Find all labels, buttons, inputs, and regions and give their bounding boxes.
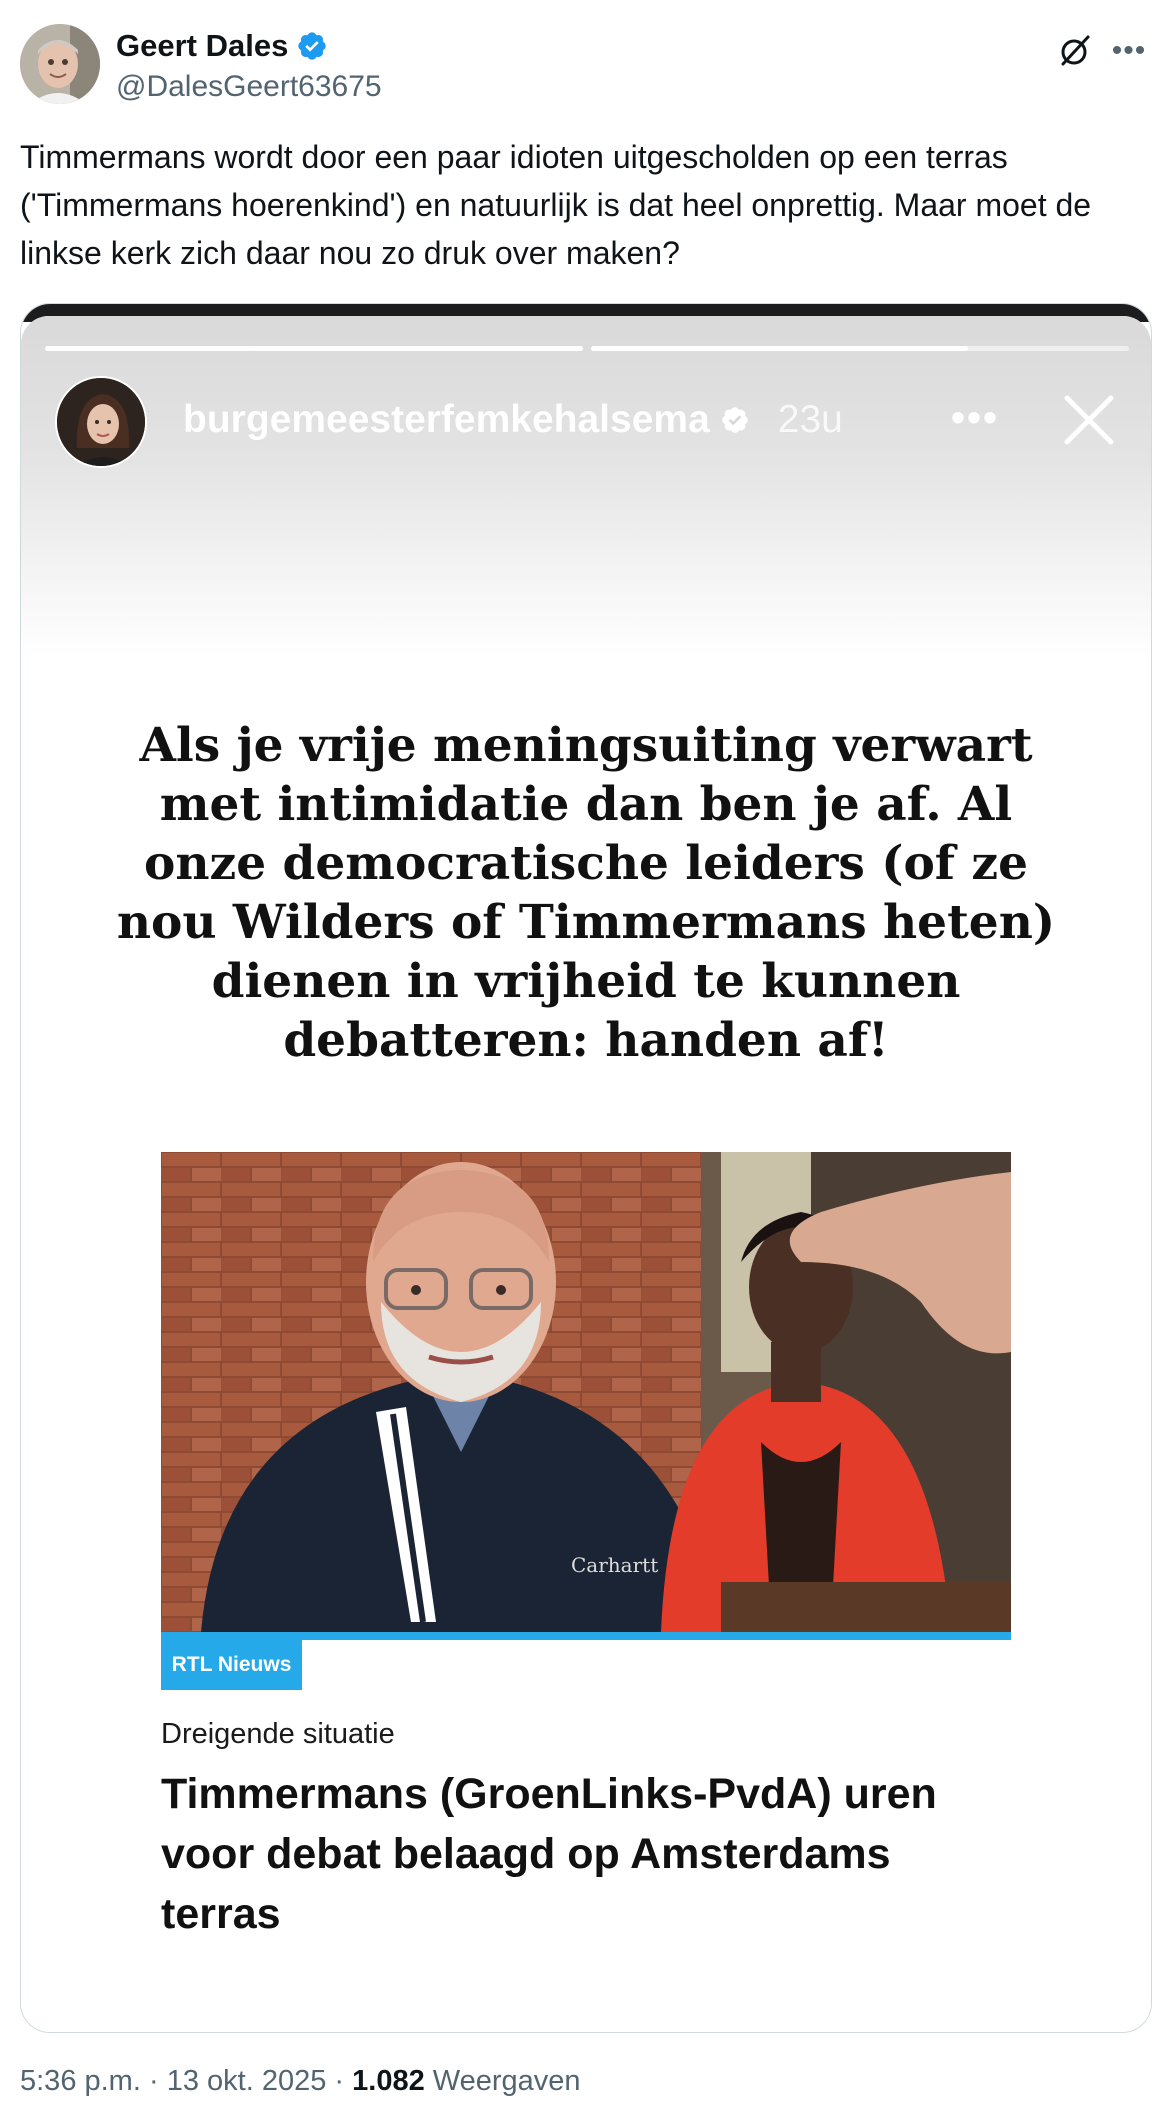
author-display-name[interactable]: Geert Dales bbox=[116, 28, 289, 63]
views-count: 1.082 bbox=[352, 2065, 425, 2097]
tweet-text: Timmermans wordt door een paar idioten uitgescholden op een terras ('Timmermans hoerenkind') en natuurlijk is dat heel onprettig. Maar moet de linkse kerk zich daar nou zo druk over maken? bbox=[20, 139, 1092, 271]
verified-badge-icon[interactable] bbox=[296, 30, 328, 62]
jacket-logo-text: Carhartt bbox=[571, 1553, 659, 1577]
story-progress-segment-2 bbox=[591, 346, 1129, 351]
tweet-meta bbox=[20, 2065, 581, 2098]
story-username: burgemeesterfemkehalsema bbox=[183, 398, 710, 441]
author-handle[interactable]: @DalesGeert63675 bbox=[116, 70, 382, 103]
tweet-header bbox=[20, 24, 1152, 106]
story-progress-fill bbox=[591, 346, 968, 351]
rtl-nieuws-badge: RTL Nieuws bbox=[161, 1640, 302, 1690]
news-headline: Timmermans (GroenLinks-PvdA) uren voor debat belaagd op Amsterdams terras bbox=[161, 1770, 937, 1938]
grok-icon bbox=[1057, 33, 1093, 69]
more-dots-icon: ••• bbox=[1111, 34, 1147, 67]
author-display-name-row[interactable] bbox=[116, 28, 382, 64]
story-verified-icon bbox=[720, 405, 750, 435]
tweet-time[interactable]: 5:36 p.m. bbox=[20, 2065, 141, 2097]
story-frame bbox=[21, 316, 1151, 2032]
news-photo-image bbox=[161, 1152, 1011, 1632]
views-label: Weergaven bbox=[432, 2065, 581, 2097]
story-progress-segment-1 bbox=[45, 346, 583, 351]
news-photo bbox=[161, 1152, 1011, 1632]
author-avatar-image bbox=[20, 24, 100, 104]
story-header-gradient bbox=[21, 316, 1151, 656]
tweet-media[interactable] bbox=[20, 303, 1152, 2033]
grok-button[interactable] bbox=[1052, 28, 1098, 74]
story-more-icon: ••• bbox=[951, 396, 1000, 440]
tweet-date[interactable]: 13 okt. 2025 bbox=[166, 2065, 327, 2097]
story-avatar-image bbox=[57, 378, 147, 468]
story-avatar bbox=[55, 376, 147, 468]
author-names bbox=[116, 28, 382, 104]
news-photo-accent-bar bbox=[161, 1632, 1011, 1640]
meta-separator: · bbox=[334, 2065, 345, 2097]
author-avatar[interactable] bbox=[20, 24, 100, 104]
meta-separator: · bbox=[148, 2065, 159, 2097]
story-close-icon bbox=[1061, 392, 1117, 448]
news-kicker: Dreigende situatie bbox=[161, 1718, 395, 1750]
more-options-button[interactable] bbox=[1106, 28, 1152, 74]
story-user-row bbox=[183, 398, 843, 442]
story-quote-text: Als je vrije meningsuiting verwart met intimidatie dan ben je af. Al onze democratische leiders (of ze nou Wilders of Timmermans heten) dienen in vrijheid te kunnen debatteren: handen af! bbox=[116, 718, 1056, 1068]
story-time: 23u bbox=[777, 398, 843, 441]
